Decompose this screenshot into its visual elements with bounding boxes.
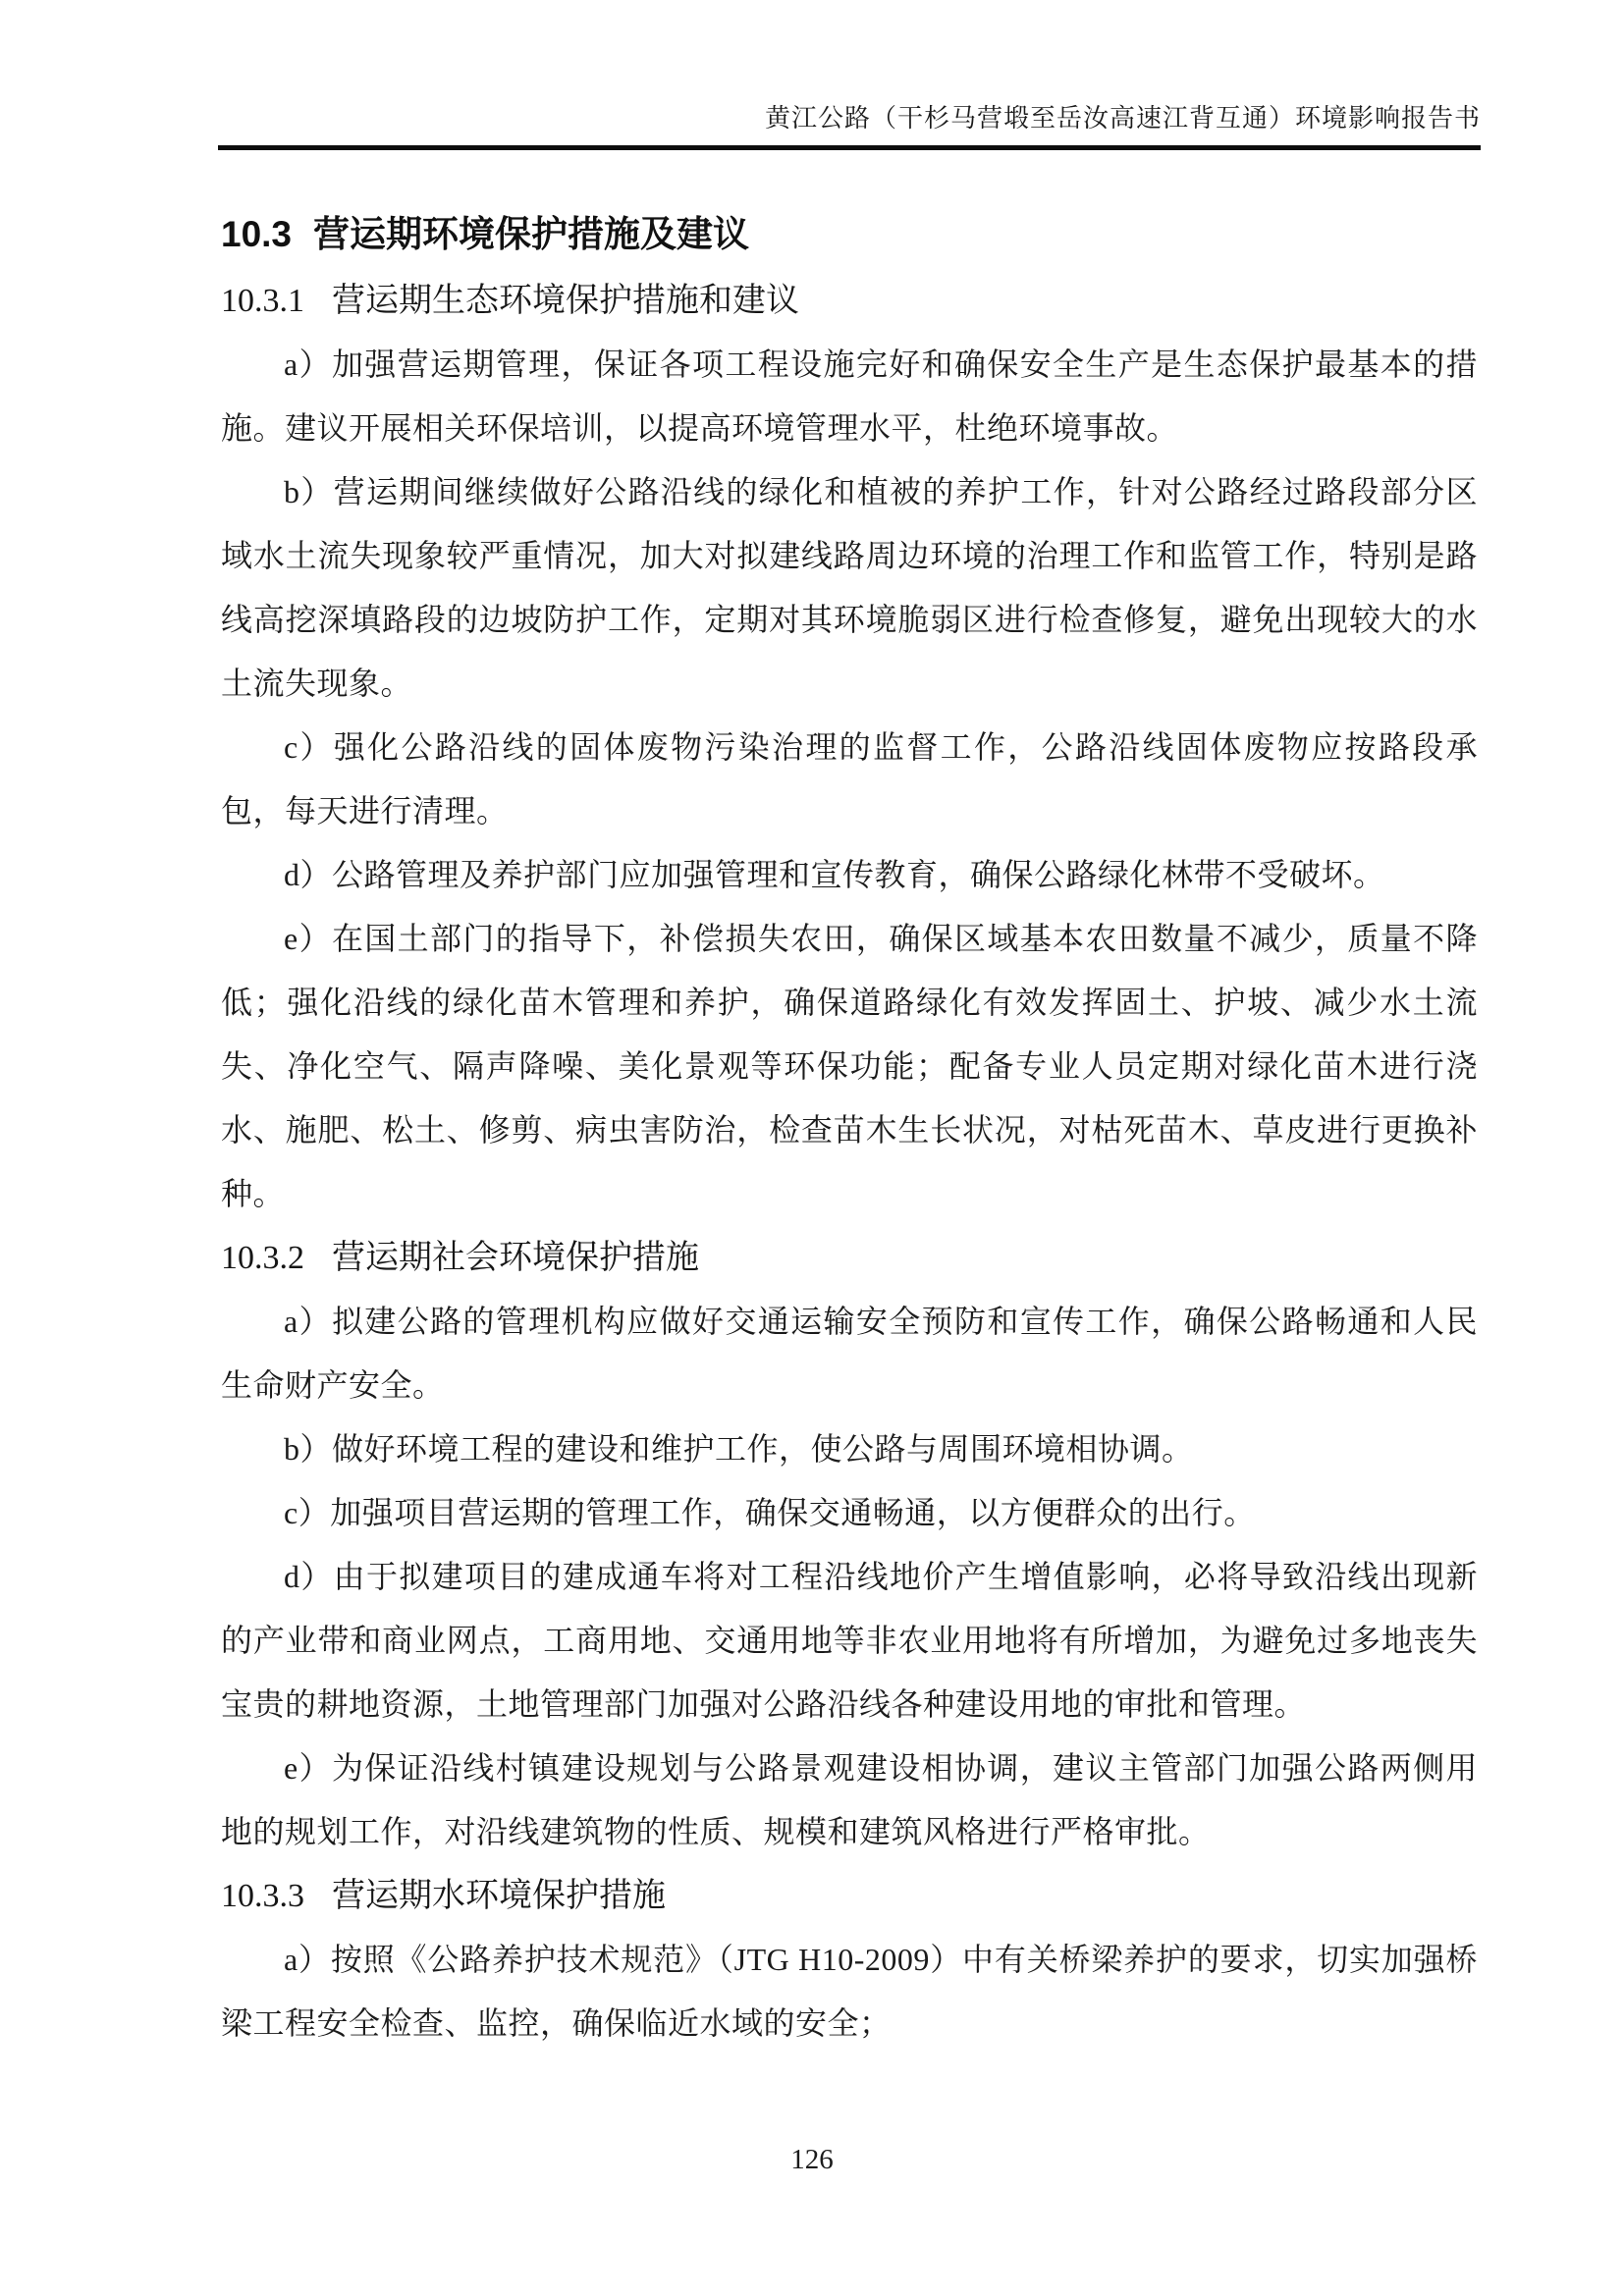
section-title: 营运期生态环境保护措施和建议 (332, 283, 799, 319)
paragraph: d）公路管理及养护部门应加强管理和宣传教育，确保公路绿化林带不受破坏。 (284, 857, 1385, 892)
header-title: 黄江公路（干杉马营塅至岳汝高速江背互通）环境影响报告书 (764, 104, 1481, 133)
paragraph: d）由于拟建项目的建成通车将对工程沿线地价产生增值影响，必将导致沿线出现新的产业带和商业网点，工商用地、交通用地等非农业用地将有所增加，为避免过多地丧失宝贵的耕地资源，土地管理部门加强对公路沿线各种建设用地的审批和管理。 (221, 1559, 1478, 1722)
section-heading-10-3-2 (221, 1226, 1478, 1290)
paragraph: a）加强营运期管理，保证各项工程设施完好和确保安全生产是生态保护最基本的措施。建议开展相关环保培训，以提高环境管理水平，杜绝环境事故。 (221, 347, 1478, 446)
page-body (221, 156, 1478, 2056)
page-footer (0, 2142, 1624, 2177)
section-number: 10.3.1 (221, 283, 304, 319)
paragraph: a）按照《公路养护技术规范》（JTG H10-2009）中有关桥梁养护的要求，切实加强桥梁工程安全检查、监控，确保临近水域的安全； (221, 1942, 1478, 2041)
section-heading-10-3 (221, 200, 1478, 269)
paragraph: b）营运期间继续做好公路沿线的绿化和植被的养护工作，针对公路经过路段部分区域水土流失现象较严重情况，加大对拟建线路周边环境的治理工作和监管工作，特别是路线高挖深填路段的边坡防护工作，定期对其环境脆弱区进行检查修复，避免出现较大的水土流失现象。 (221, 474, 1478, 701)
paragraph: c）强化公路沿线的固体废物污染治理的监督工作，公路沿线固体废物应按路段承包，每天进行清理。 (221, 729, 1478, 828)
paragraph: a）拟建公路的管理机构应做好交通运输安全预防和宣传工作，确保公路畅通和人民生命财产安全。 (221, 1304, 1478, 1403)
paragraph: b）做好环境工程的建设和维护工作，使公路与周围环境相协调。 (284, 1431, 1194, 1467)
section-number: 10.3.2 (221, 1240, 304, 1276)
section-title: 营运期环境保护措施及建议 (313, 214, 750, 254)
section-heading-10-3-1 (221, 269, 1478, 333)
paragraph: c）加强项目营运期的管理工作，确保交通畅通，以方便群众的出行。 (284, 1495, 1256, 1530)
section-heading-10-3-3 (221, 1864, 1478, 1928)
section-number: 10.3 (221, 214, 293, 254)
section-title: 营运期社会环境保护措施 (332, 1240, 699, 1276)
paragraph: e）为保证沿线村镇建设规划与公路景观建设相协调，建议主管部门加强公路两侧用地的规划工作，对沿线建筑物的性质、规模和建筑风格进行严格审批。 (221, 1750, 1478, 1849)
section-number: 10.3.3 (221, 1878, 304, 1914)
section-title: 营运期水环境保护措施 (332, 1878, 666, 1914)
page-header (218, 0, 1481, 150)
page-number: 126 (790, 2144, 834, 2175)
paragraph: e）在国土部门的指导下，补偿损失农田，确保区域基本农田数量不减少，质量不降低；强化沿线的绿化苗木管理和养护，确保道路绿化有效发挥固土、护坡、减少水土流失、净化空气、隔声降噪、美化景观等环保功能；配备专业人员定期对绿化苗木进行浇水、施肥、松土、修剪、病虫害防治，检查苗木生长状况，对枯死苗木、草皮进行更换补种。 (221, 921, 1478, 1211)
